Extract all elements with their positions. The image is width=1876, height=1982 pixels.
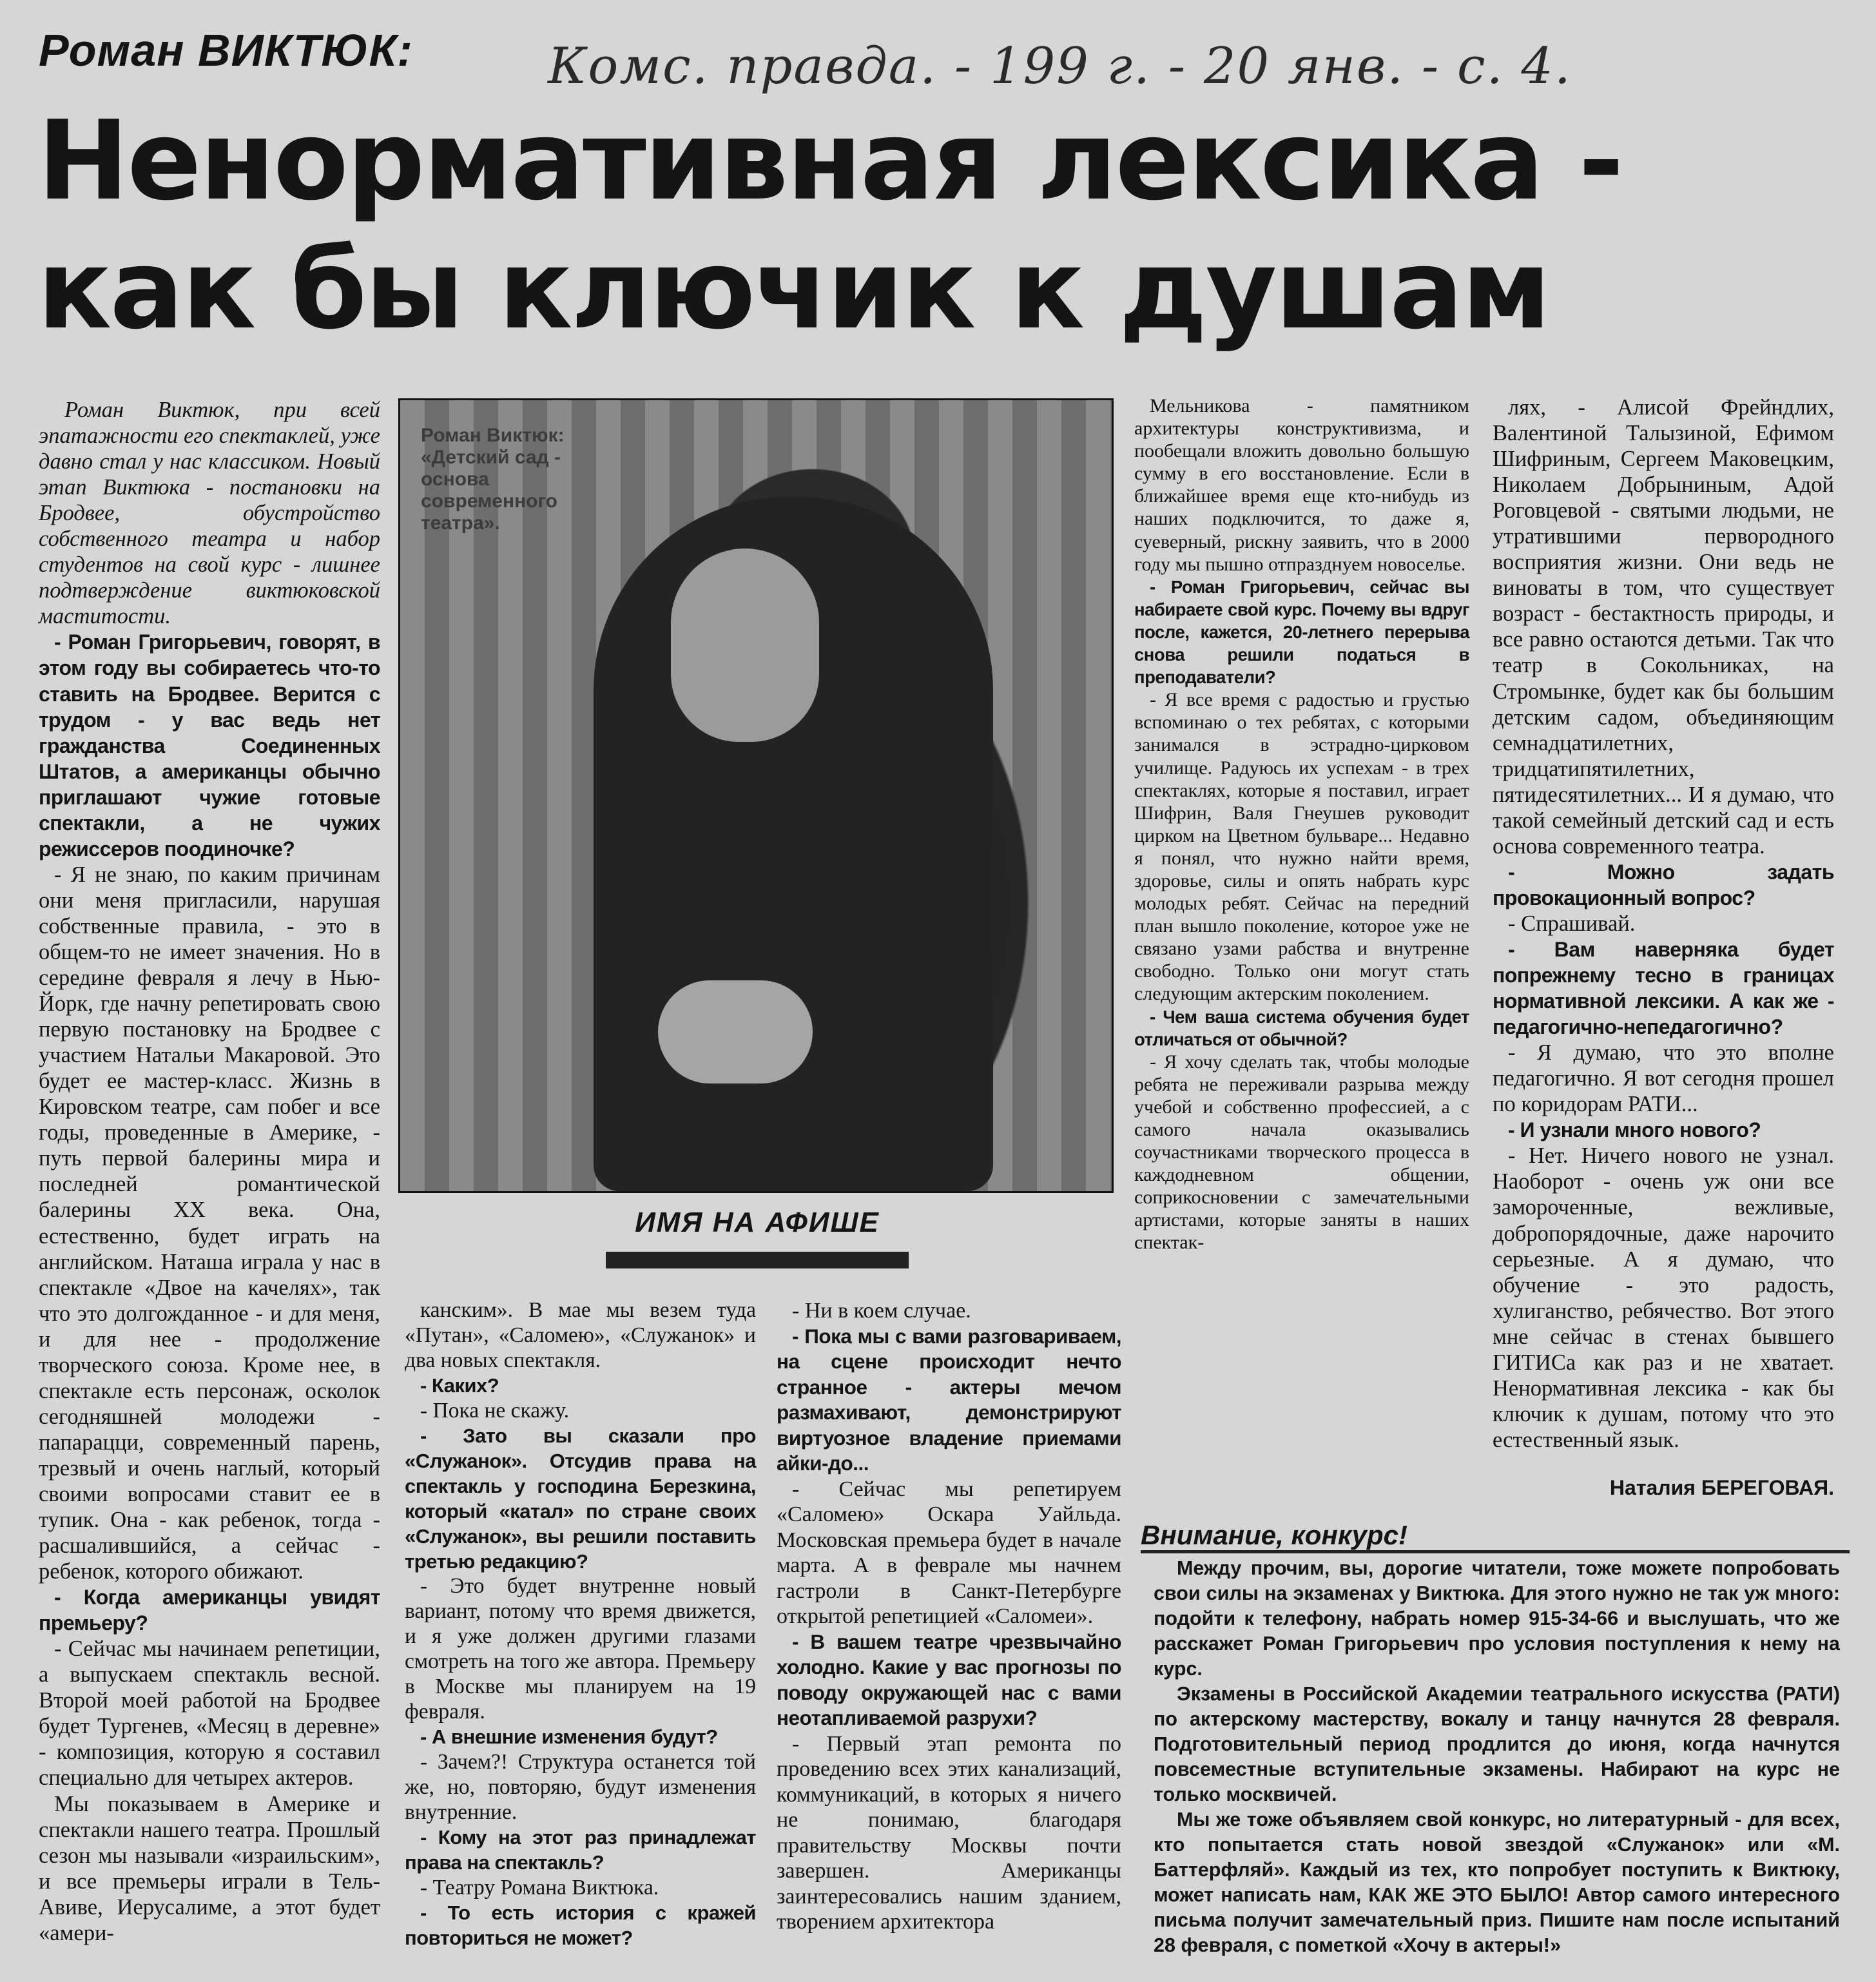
interview-answer: - Театру Романа Виктюка. xyxy=(420,1875,659,1899)
kicker: Роман ВИКТЮК: xyxy=(39,25,413,75)
interview-answer: Мы показываем в Америке и спектакли нашего театра. Прошлый сезон мы называли «израильским», и все премьеры играли в Тель-Авиве, Иерусалиме, а этот будет «амери- xyxy=(39,1791,380,1945)
interview-answer: - Зачем?! Структура останется той же, но, повторяю, будут изменения внутренние. xyxy=(405,1750,756,1825)
contest-title: Внимание, конкурс! xyxy=(1141,1520,1407,1550)
photo-caption: Роман Виктюк: «Детский сад - основа современного театра». xyxy=(421,425,565,534)
interview-question: - В вашем театре чрезвычайно холодно. Какие у вас прогнозы по поводу окружающей нас с вами неотапливаемой разрухи? xyxy=(777,1629,1121,1729)
interview-question: - Вам наверняка будет попрежнему тесно в границах нормативной лексики. А как же - педагогично-непедагогично? xyxy=(1493,937,1834,1039)
article-column-1 xyxy=(39,397,380,1946)
interview-answer: - Нет. Ничего нового не узнал. Наоборот - очень уж они все замороченные, вежливые, добропорядочные, даже нарочито серьезные. А я думаю, что обучение - это радость, хулиганство, ребячество. Вот этого мне сейчас в стенах бывшего ГИТИСа как раз и не хватает. Ненормативная лексика - как бы ключик к душам, потому что это естественный язык. xyxy=(1493,1143,1834,1452)
interview-answer: - Я думаю, что это вполне педагогично. Я вот сегодня прошел по коридорам РАТИ... xyxy=(1493,1040,1834,1117)
rubric-bar xyxy=(606,1252,909,1268)
interview-question: - Когда американцы увидят премьеру? xyxy=(39,1586,380,1635)
interview-question: - Зато вы сказали про «Служанок». Отсудив права на спектакль у господина Березкина, который «катал» по стране своих «Служанок», вы решили поставить третью редакцию? xyxy=(405,1424,756,1573)
photo-face xyxy=(671,549,819,742)
interview-answer: - Спрашивай. xyxy=(1508,911,1636,936)
interview-answer: - Ни в коем случае. xyxy=(792,1299,971,1323)
article-column-3 xyxy=(777,1298,1121,1935)
rubric-label: ИМЯ НА АФИШЕ xyxy=(635,1207,880,1238)
interview-answer: - Я не знаю, по каким причинам они меня пригласили, нарушая собственные правила, - это в общем-то не имеет значения. Но в середине февраля я лечу в Нью-Йорк, где начну репетировать свою первую постановку на Бродвее с участием Натальи Макаровой. Это будет ее мастер-класс. Жизнь в Кировском театре, сам побег и все годы, проведенные в Америке, - путь первой балерины мира и последней романтической балерины XX века. Она, естественно, будет играть на английском. Наташа играла у нас в спектакле «Двое на качелях», так что это долгожданное - и для меня, и для нее - продолжение творческого союза. Кроме нее, в спектакле есть персонаж, осколок сегодняшней молодежи - папарацци, современный парень, трезвый и очень наглый, который своими вопросами ставит ее в тупик. Она - как ребенок, тогда - расшалившийся, а сейчас - ребенок, которого обижают. xyxy=(39,862,380,1584)
interview-question: - Роман Григорьевич, говорят, в этом году вы собираетесь что-то ставить на Бродвее. Верится с трудом - у вас ведь нет гражданства Соединенных Штатов, а американцы обычно приглашают чужие готовые спектакли, а не чужих режиссеров поодиночке? xyxy=(39,630,380,860)
interview-answer: - Сейчас мы репетируем «Саломею» Оскара Уайльда. Московская премьера будет в начале марта. А в феврале мы начнем гастроли в Санкт-Петербурге открытой репетицией «Саломеи». xyxy=(777,1477,1121,1628)
interview-answer: лях, - Алисой Фрейндлих, Валентиной Талызиной, Ефимом Шифриным, Сергеем Маковецким, Николаем Добрыниным, Адой Роговцевой - святыми людьми, не утратившими первородного восприятия жизни. Они ведь не виноваты в том, что существует возраст - бестактность природы, и все равно остаются детьми. Так что театр в Сокольниках, на Стромынке, будет как бы большим детским садом, объединяющим семнадцатилетних, тридцатипятилетних, пятидесятилетних... И я думаю, что такой семейный детский сад и есть основа современного театра. xyxy=(1493,395,1834,859)
portrait-photo xyxy=(398,398,1114,1193)
interview-question: - Чем ваша система обучения будет отличаться от обычной? xyxy=(1134,1006,1469,1049)
article-column-5 xyxy=(1493,394,1834,1501)
contest-rule xyxy=(1141,1550,1850,1553)
photo-hand xyxy=(658,980,813,1083)
interview-question: - А внешние изменения будут? xyxy=(420,1725,718,1749)
headline-line-2: как бы ключик к душам xyxy=(37,226,1549,354)
interview-answer: - Сейчас мы начинаем репетиции, а выпускаем спектакль весной. Второй моей работой на Бродвее будет Тургенев, «Месяц в деревне» - композиция, которую я составил специально для четырех актеров. xyxy=(39,1637,380,1791)
interview-answer: - Я хочу сделать так, чтобы молодые ребята не переживали разрыва между учебой и собственно профессией, а с самого начала оказывались соучастниками творческого процесса в каждодневном общении, соприкосновении с замечательными артистами, которые заняты в наших спектак- xyxy=(1134,1051,1469,1254)
interview-answer: Мельникова - памятником архитектуры конструктивизма, и пообещали вложить довольно большую сумму в его восстановление. Если в ближайшее время еще кто-нибудь из наших подключится, то даже я, суеверный, рискну заявить, что в 2000 году мы пышно отпразднуем новоселье. xyxy=(1134,395,1469,575)
headline-line-1: Ненормативная лексика - xyxy=(37,97,1622,225)
contest-paragraph: Между прочим, вы, дорогие читатели, тоже можете попробовать свои силы на экзаменах у Виктюка. Для этого нужно не так уж много: подойти к телефону, набрать номер 915-34-66 и выслушать, что же расскажет Роман Григорьевич про условия поступления к нему на курс. xyxy=(1154,1557,1840,1680)
interview-answer: - Пока не скажу. xyxy=(420,1398,570,1423)
interview-question: - Кому на этот раз принадлежат права на спектакль? xyxy=(405,1826,756,1874)
article-lead: Роман Виктюк, при всей эпатажности его спектаклей, уже давно стал у нас классиком. Новый этап Виктюка - постановки на Бродвее, обустройство собственного театра и набор студентов на свой курс - лишнее подтверждение виктюковской маститости. xyxy=(39,398,380,629)
interview-answer: - Это будет внутренне новый вариант, потому что время движется, и я уже должен другими глазами смотреть на того же автора. Премьеру в Москве мы планируем на 19 февраля. xyxy=(405,1574,756,1724)
contest-box xyxy=(1154,1556,1840,1958)
interview-question: - Каких? xyxy=(420,1374,499,1397)
interview-answer: - Я все время с радостью и грустью вспоминаю о тех ребятах, с которыми занимался в эстрадно-цирковом училище. Радуюсь их успехам - в трех спектаклях, которые я поставил, играет Шифрин, Валя Гнеушев руководит цирком на Цветном бульваре... Недавно я понял, что нужно найти время, здоровье, силы и опять набрать курс молодых ребят. Сейчас на передний план вышло поколение, которое уже не связано узами рабства и внутренне свободно. Только они могут стать следующим актерским поколением. xyxy=(1134,689,1469,1005)
article-column-4 xyxy=(1134,394,1469,1254)
handwritten-source-note: Комс. правда. - 199 г. - 20 янв. - с. 4. xyxy=(548,37,1572,95)
interview-answer: - Первый этап ремонта по проведению всех этих канализаций, коммуникаций, в которых я ничего не понимаю, благодаря правительству Москвы почти завершен. Американцы заинтересовались нашим зданием, творением архитектора xyxy=(777,1731,1121,1934)
interview-question: - И узнали много нового? xyxy=(1508,1118,1761,1142)
interview-question: - Пока мы с вами разговариваем, на сцене происходит нечто странное - актеры мечом размахивают, демонстрируют виртуозное владение приемами айки-до... xyxy=(777,1324,1121,1475)
interview-question: - Роман Григорьевич, сейчас вы набираете свой курс. Почему вы вдруг после, кажется, 20-летнего перерыва снова решили податься в преподаватели? xyxy=(1134,576,1469,688)
headline xyxy=(37,97,1842,355)
article-column-2 xyxy=(405,1298,756,1951)
contest-paragraph: Мы же тоже объявляем свой конкурс, но литературный - для всех, кто попытается стать новой звездой «Служанок» или «М. Баттерфляй». Каждый из тех, кто попробует поступить к Виктюку, может написать нам, КАК ЖЕ ЭТО БЫЛО! Автор самого интересного письма получит замечательный приз. Пишите нам после испытаний 28 февраля, с пометкой «Хочу в актеры!» xyxy=(1154,1809,1840,1956)
author-signature: Наталия БЕРЕГОВАЯ. xyxy=(1609,1475,1834,1499)
interview-question: - Можно задать провокационный вопрос? xyxy=(1493,860,1834,909)
contest-paragraph: Экзамены в Российской Академии театрального искусства (РАТИ) по актерскому мастерству, вокалу и танцу начнутся 28 февраля. Подготовительный период продлится до июня, когда начнутся повсеместные вступительные экзамены. Набирают на курс не только москвичей. xyxy=(1154,1683,1840,1805)
interview-question: - То есть история с кражей повториться не может? xyxy=(405,1901,756,1949)
interview-answer: канским». В мае мы везем туда «Путан», «Саломею», «Служанок» и два новых спектакля. xyxy=(405,1298,756,1372)
